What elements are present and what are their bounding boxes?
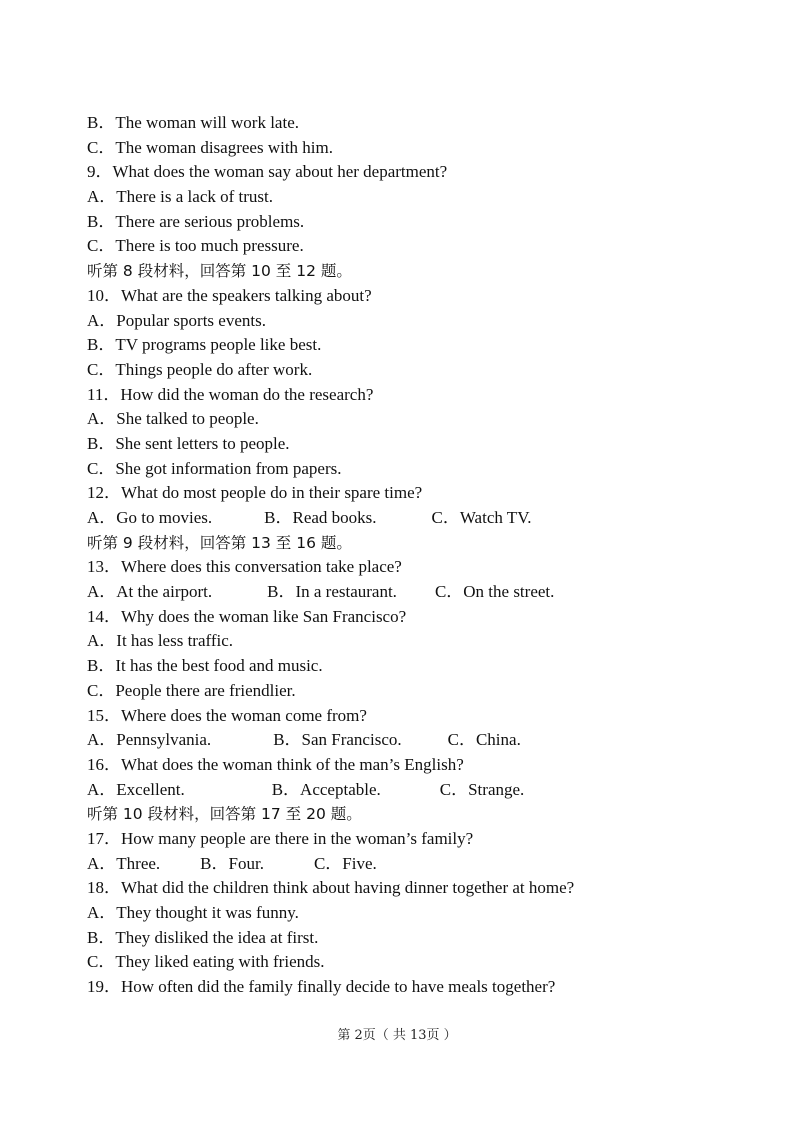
option-13b: B．In a restaurant. <box>267 582 397 602</box>
question-17: 17．How many people are there in the woman’s family? <box>87 828 474 848</box>
option-17c: C．Five. <box>313 853 377 873</box>
option-12c: C．Watch TV. <box>431 508 532 527</box>
option-11b: B．She sent letters to people. <box>87 433 290 453</box>
section-heading-8: 听第 8 段材料，回答第 10 至 12 题。 <box>87 262 352 281</box>
option-9a: A．There is a lack of trust. <box>87 187 273 207</box>
option-8b: B．The woman will work late. <box>87 113 299 132</box>
question-9: 9．What does the woman say about her department? <box>87 162 448 182</box>
options-16 <box>87 778 647 803</box>
option-11c: C．She got information from papers. <box>87 458 342 478</box>
option-11a: A．She talked to people. <box>87 409 259 429</box>
option-9b: B．There are serious problems. <box>87 211 305 231</box>
options-15 <box>87 728 647 753</box>
question-15: 15．Where does the woman come from? <box>87 705 367 725</box>
option-16c: C．Strange. <box>439 779 525 799</box>
option-14a: A．It has less traffic. <box>87 631 234 651</box>
question-18: 18．What did the children think about having dinner together at home? <box>87 878 575 898</box>
option-14c: C．People there are friendlier. <box>87 680 296 700</box>
option-10a: A．Popular sports events. <box>87 310 266 330</box>
option-10b: B．TV programs people like best. <box>87 335 322 355</box>
option-13c: C．On the street. <box>434 582 555 602</box>
option-10c: C．Things people do after work. <box>87 359 313 379</box>
page-number-footer: 第 2页（ 共 13页 ） <box>337 1028 457 1043</box>
option-14b: B．It has the best food and music. <box>87 656 323 676</box>
option-18c: C．They liked eating with friends. <box>87 952 325 972</box>
exam-content <box>87 111 647 1000</box>
option-15b: B．San Francisco. <box>273 730 402 750</box>
question-19: 19．How often did the family finally decide to have meals together? <box>87 977 556 997</box>
option-16a: A．Excellent. <box>87 779 185 799</box>
option-18a: A．They thought it was funny. <box>87 903 299 922</box>
question-14: 14．Why does the woman like San Francisco? <box>87 606 407 626</box>
options-12 <box>87 506 647 531</box>
options-13 <box>87 580 647 605</box>
option-17a: A．Three. <box>87 853 161 873</box>
question-12: 12．What do most people do in their spare time? <box>87 483 423 503</box>
options-17 <box>87 852 647 877</box>
option-18b: B．They disliked the idea at first. <box>87 927 319 947</box>
section-heading-9: 听第 9 段材料，回答第 13 至 16 题。 <box>87 533 352 552</box>
question-16: 16．What does the woman think of the man’s English? <box>87 754 464 774</box>
option-15a: A．Pennsylvania. <box>87 730 212 750</box>
question-10: 10．What are the speakers talking about? <box>87 285 372 305</box>
option-13a: A．At the airport. <box>87 582 213 602</box>
option-8c: C．The woman disagrees with him. <box>87 137 333 157</box>
option-16b: B．Acceptable. <box>271 779 381 799</box>
option-12a: A．Go to movies. <box>87 508 213 527</box>
section-heading-10: 听第 10 段材料，回答第 17 至 20 题。 <box>87 805 362 824</box>
option-12b: B．Read books. <box>264 508 377 527</box>
question-13: 13．Where does this conversation take place? <box>87 557 402 577</box>
option-9c: C．There is too much pressure. <box>87 236 304 256</box>
option-17b: B．Four. <box>200 853 264 873</box>
question-11: 11．How did the woman do the research? <box>87 384 374 404</box>
option-15c: C．China. <box>447 730 521 750</box>
